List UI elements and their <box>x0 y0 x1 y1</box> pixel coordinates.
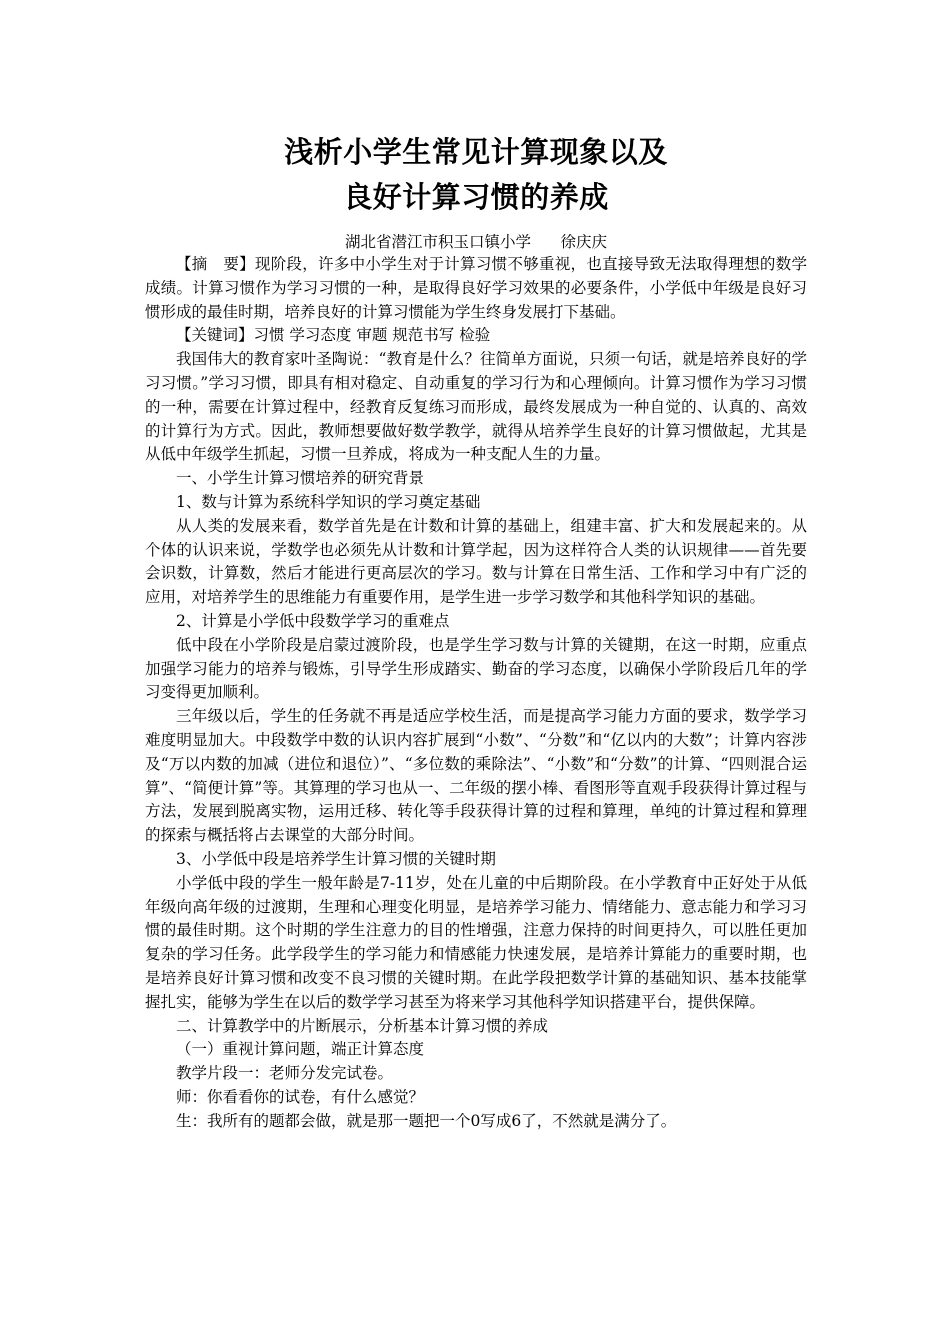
subheading-1: 1、数与计算为系统科学知识的学习奠定基础 <box>176 492 481 511</box>
abstract-paragraph: 【摘 要】现阶段，许多中小学生对于计算习惯不够重视，也直接导致无法取得理想的数学成绩。计算习惯作为学习习惯的一种，是取得良好学习效果的必要条件，小学低中年级是良好习惯形成的最佳时期，培养良好的计算习惯能为学生终身发展打下基础。 <box>145 255 807 321</box>
body-paragraph-4: 三年级以后，学生的任务就不再是适应学校生活，而是提高学习能力方面的要求，数学学习难度明显加大。中段数学中数的认识内容扩展到“小数”、“分数”和“亿以内的大数”；计算内容涉及“万以内数的加减（进位和退位）”、“多位数的乘除法”、“小数”和“分数”的计算、“四则混合运算”、“简便计算”等。其算理的学习也从一、二年级的摆小棒、看图形等直观手段获得计算过程与方法，发展到脱离实物，运用迁移、转化等手段获得计算的过程和算理，单纯的计算过程和算理的探索与概括将占去课堂的大部分时间。 <box>145 707 807 845</box>
document-body <box>145 130 807 1133</box>
subheading-3: 3、小学低中段是培养学生计算习惯的关键时期 <box>176 849 496 868</box>
section-heading-1: 一、小学生计算习惯培养的研究背景 <box>176 469 425 488</box>
intro-paragraph: 我国伟大的教育家叶圣陶说：“教育是什么？往简单方面说，只须一句话，就是培养良好的学习习惯。”学习习惯，即具有相对稳定、自动重复的学习行为和心理倾向。计算习惯作为学习习惯的一种，需要在计算过程中，经教育反复练习而形成，最终发展成为一种自觉的、认真的、高效的计算行为方式。因此，教师想要做好数学教学，就得从培养学生良好的计算习惯做起，尤其是从低中年级学生抓起，习惯一旦养成，将成为一种支配人生的力量。 <box>145 350 807 464</box>
section-heading-2: 二、计算教学中的片断展示，分析基本计算习惯的养成 <box>176 1016 549 1035</box>
teaching-excerpt-line-3: 生：我所有的题都会做，就是那一题把一个0写成6了，不然就是满分了。 <box>176 1111 677 1130</box>
teaching-excerpt-line-2: 师：你看看你的试卷，有什么感觉？ <box>176 1087 425 1106</box>
subheading-4: （一）重视计算问题，端正计算态度 <box>176 1040 425 1059</box>
title-line-2: 良好计算习惯的养成 <box>343 180 609 214</box>
subheading-2: 2、计算是小学低中段数学学习的重难点 <box>176 611 450 630</box>
teaching-excerpt-line-1: 教学片段一：老师分发完试卷。 <box>176 1064 394 1083</box>
keywords-line: 【关键词】习惯 学习态度 审题 规范书写 检验 <box>176 326 491 345</box>
body-paragraph-5: 小学低中段的学生一般年龄是7-11岁，处在儿童的中后期阶段。在小学教育中正好处于从低年级向高年级的过渡期，生理和心理变化明显，是培养学习能力、情绪能力、意志能力和学习习惯的最佳时期。这个时期的学生注意力的目的性增强，注意力保持的时间更持久，可以胜任更加复杂的学习任务。此学段学生的学习能力和情感能力快速发展，是培养计算能力的重要时期，也是培养良好计算习惯和改变不良习惯的关键时期。在此学段把数学计算的基础知识、基本技能掌握扎实，能够为学生在以后的数学学习甚至为将来学习其他科学知识搭建平台，提供保障。 <box>145 873 807 1011</box>
author-byline: 湖北省潜江市积玉口镇小学 徐庆庆 <box>344 233 608 251</box>
title-line-1: 浅析小学生常见计算现象以及 <box>284 135 668 169</box>
body-paragraph-2: 从人类的发展来看，数学首先是在计数和计算的基础上，组建丰富、扩大和发展起来的。从个体的认识来说，学数学也必须先从计数和计算学起，因为这样符合人类的认识规律——首先要会识数，计算数，然后才能进行更高层次的学习。数与计算在日常生活、工作和学习中有广泛的应用，对培养学生的思维能力有重要作用，是学生进一步学习数学和其他科学知识的基础。 <box>145 516 807 607</box>
body-paragraph-3: 低中段在小学阶段是启蒙过渡阶段，也是学生学习数与计算的关键期，在这一时期，应重点加强学习能力的培养与锻炼，引导学生形成踏实、勤奋的学习态度，以确保小学阶段后几年的学习变得更加顺利。 <box>145 635 807 702</box>
